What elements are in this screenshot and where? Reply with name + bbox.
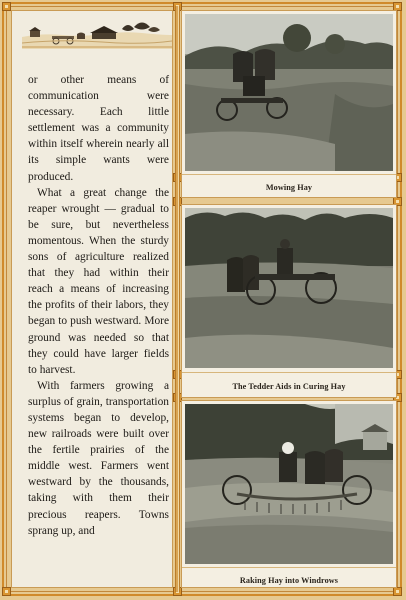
text-column [11, 10, 173, 588]
photo-card-tedder [181, 204, 397, 398]
corner-ornament [2, 2, 11, 11]
paragraph: What a great change the reaper wrought — gradual to be sure, but nevertheless momentous. When the sturdy sons of agriculture realized that they had within their reach a means of increasing the profits of their labors, they began to push westward. More ground was needed so that they could have larger fields to harvest. [28, 186, 169, 376]
article-body [28, 72, 169, 539]
column-divider [175, 6, 180, 592]
hay-rake-photo-icon [185, 404, 393, 564]
caption-divider [182, 567, 396, 568]
paragraph: or other means of communication were necessary. Each little settlement was a community within itself wherein nearly all its simple wants were produced. [28, 74, 169, 183]
photo-card-rake [181, 400, 397, 588]
farm-scene-header-icon [22, 13, 172, 49]
paragraph: With farmers growing a surplus of grain, transportation systems began to develop, new railroads were built over the fertile prairies of the middle west. Farmers went westward by the thousands, taking with them their precious reapers. Towns sprang up, and [28, 379, 169, 537]
caption-divider [182, 174, 396, 175]
photo-caption: Mowing Hay [265, 183, 313, 192]
mowing-hay-photo-icon [185, 14, 393, 171]
corner-ornament [2, 587, 11, 596]
tedder-photo-icon [185, 208, 393, 368]
photo-caption: Raking Hay into Windrows [239, 576, 339, 585]
photo-card-mowing [181, 10, 397, 198]
photo-caption: The Tedder Aids in Curing Hay [232, 382, 346, 391]
corner-ornament [393, 587, 402, 596]
caption-divider [182, 372, 396, 373]
